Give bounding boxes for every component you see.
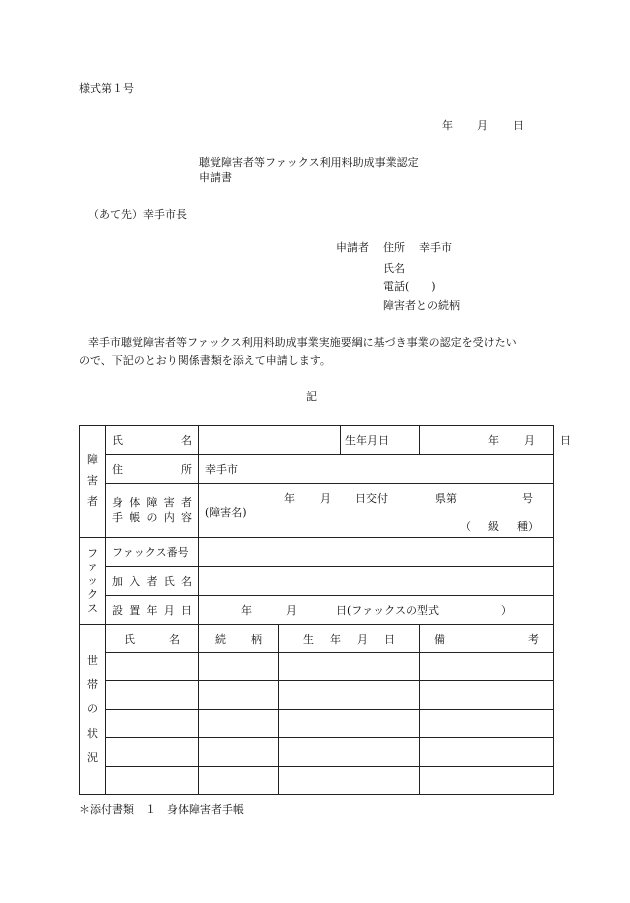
household-name-cell[interactable] <box>106 738 199 767</box>
subscriber-name-label: 加 入 者 氏 名 <box>106 567 199 596</box>
name-field[interactable] <box>199 426 341 455</box>
household-name-cell[interactable] <box>106 681 199 710</box>
subscriber-name-field[interactable] <box>199 567 554 596</box>
household-remarks-header: 備 考 <box>420 625 554 653</box>
household-row <box>80 653 554 681</box>
install-date-field[interactable]: 年 月 日(ファックスの型式 ） <box>199 596 554 625</box>
body-text-2: ので、下記のとおり関係書類を添えて申請します。 <box>79 354 331 367</box>
document-title: 聴覚障害者等ファックス利用料助成事業認定 <box>199 156 419 169</box>
household-relation-cell[interactable] <box>199 653 279 681</box>
household-row <box>80 710 554 738</box>
document-title-2: 申請書 <box>199 171 232 184</box>
handbook-field[interactable]: (障害名) 年 月 日交付 県第 号 （ 級 種） <box>199 484 554 538</box>
household-remarks-cell[interactable] <box>420 767 554 795</box>
applicant-relation-label: 障害者との続柄 <box>383 299 460 312</box>
household-birth-cell[interactable] <box>279 767 420 795</box>
applicant-address-value: 幸手市 <box>419 241 452 254</box>
household-relation-cell[interactable] <box>199 738 279 767</box>
address-field[interactable]: 幸手市 <box>199 455 554 484</box>
household-relation-cell[interactable] <box>199 767 279 795</box>
household-remarks-cell[interactable] <box>420 681 554 710</box>
ki-heading: 記 <box>306 390 317 403</box>
handbook-label: 身 体 障 害 者 手 帳 の 内 容 <box>106 484 199 538</box>
household-relation-cell[interactable] <box>199 710 279 738</box>
applicant-phone-label: 電話( ) <box>383 280 436 293</box>
birth-label: 生年月日 <box>341 426 420 455</box>
fax-header: フ ァ ッ ク ス <box>80 538 106 625</box>
household-name-cell[interactable] <box>106 767 199 795</box>
fax-number-label: ファックス番号 <box>106 538 199 567</box>
applicant-address-label: 住所 <box>383 241 405 254</box>
date-month: 月 <box>477 119 488 132</box>
install-date-label: 設 置 年 月 日 <box>106 596 199 625</box>
household-birth-header: 生 年 月 日 <box>279 625 420 653</box>
household-name-cell[interactable] <box>106 710 199 738</box>
applicant-label: 申請者 <box>336 241 369 254</box>
household-relation-cell[interactable] <box>199 681 279 710</box>
applicant-name-label: 氏名 <box>383 262 405 275</box>
household-birth-cell[interactable] <box>279 710 420 738</box>
attachment-note: ＊添付書類 １ 身体障害者手帳 <box>79 803 244 816</box>
household-birth-cell[interactable] <box>279 681 420 710</box>
household-remarks-cell[interactable] <box>420 710 554 738</box>
household-row <box>80 681 554 710</box>
household-name-cell[interactable] <box>106 653 199 681</box>
date-year: 年 <box>442 119 453 132</box>
household-remarks-cell[interactable] <box>420 653 554 681</box>
date-day: 日 <box>513 119 524 132</box>
household-remarks-cell[interactable] <box>420 738 554 767</box>
fax-number-field[interactable] <box>199 538 554 567</box>
addressee: （あて先）幸手市長 <box>88 208 187 221</box>
household-name-header: 氏 名 <box>106 625 199 653</box>
disabled-person-header: 障 害 者 <box>80 426 106 538</box>
birth-date-field[interactable]: 年 月 日 <box>420 426 554 455</box>
body-text: 幸手市聴覚障害者等ファックス利用料助成事業実施要綱に基づき事業の認定を受けたい <box>88 336 517 349</box>
household-relation-header: 続 柄 <box>199 625 279 653</box>
household-header: 世 帯 の 状 況 <box>80 625 106 795</box>
household-row <box>80 767 554 795</box>
household-row <box>80 738 554 767</box>
application-table <box>79 425 571 795</box>
household-birth-cell[interactable] <box>279 738 420 767</box>
name-label: 氏 名 <box>106 426 199 455</box>
household-birth-cell[interactable] <box>279 653 420 681</box>
form-number: 様式第１号 <box>79 82 134 95</box>
address-label: 住 所 <box>106 455 199 484</box>
